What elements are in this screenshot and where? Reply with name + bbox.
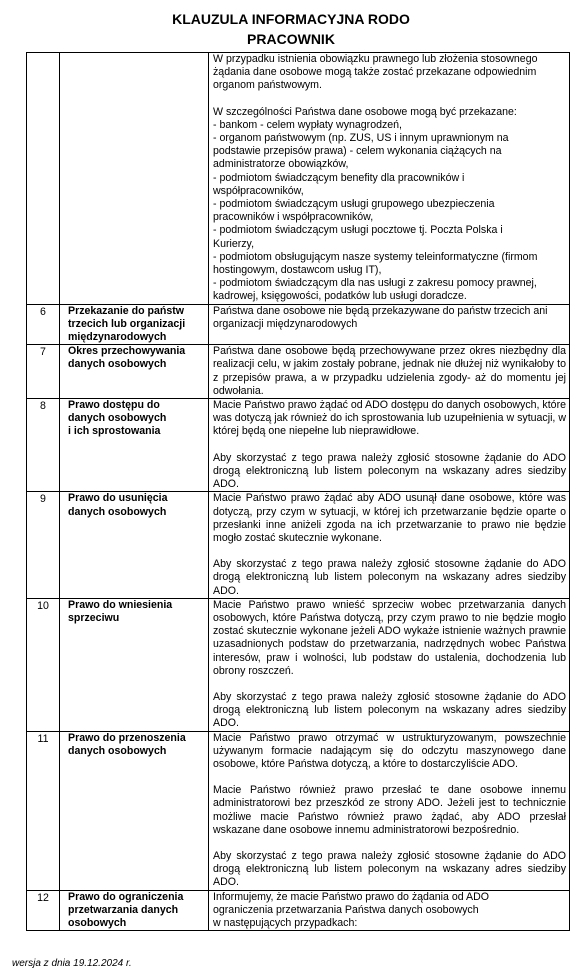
row-heading-text: Prawo do wniesienia sprzeciwu [68, 598, 173, 624]
row-paragraph: Macie Państwo prawo żądać aby ADO usunął dane osobowe, które was dotyczą, przy czym w sytuacji, w której ich przetwarzanie będzie oparte o przesłanki inne aniżeli zgoda na ich przetwarzanie to prawo nie będzie mogło zostać skutecznie wykonane. [213, 492, 566, 544]
row-number: 11 [27, 731, 60, 890]
table-row [27, 890, 570, 931]
row-paragraph: Macie Państwo prawo żądać od ADO dostępu do danych osobowych, które was dotyczą jak również do ich sprostowania lub uzupełnienia w sytuacji, w której będą one niepełne lub nieprawidłowe. [213, 399, 566, 438]
table-row [27, 304, 570, 345]
row-paragraph: Państwa dane osobowe będą przechowywane przez okres niezbędny dla realizacji celu, w jakim zostały pobrane, jednak nie dłużej niż wynikałoby to z przepisów prawa, a w przypadku udzielenia zgody- aż do momentu jej odwołania. [213, 345, 566, 397]
row-paragraph: Macie Państwo prawo otrzymać w ustrukturyzowanym, powszechnie używanym formacie nadającym się do odczytu maszynowego dane osobowe, które Państwa dotyczą, a które to dostarczyliście ADO. [213, 731, 566, 770]
row-number: 6 [27, 304, 60, 345]
paragraph-gap [213, 771, 566, 784]
row-paragraph: Macie Państwo również prawo przesłać te dane osobowe innemu administratorowi bez przeszkód ze strony ADO. Jeżeli jest to technicznie możliwe macie Państwo również prawo żądać, aby ADO przesłał wskazane dane osobowe innemu administratorowi bezpośrednio. [213, 784, 566, 836]
row-content [209, 304, 570, 345]
row-heading [60, 399, 209, 492]
row-heading [60, 492, 209, 598]
paragraph-gap [213, 93, 566, 106]
row-paragraph: Aby skorzystać z tego prawa należy zgłosić stosowne żądanie do ADO drogą elektroniczną lub listem poleconym na wskazany adres siedziby ADO. [213, 849, 566, 889]
row-number [27, 53, 60, 305]
row-heading [60, 345, 209, 399]
row-number: 10 [27, 598, 60, 731]
paragraph-gap [213, 439, 566, 452]
row-heading-text: Przekazanie do państw trzecich lub organizacji międzynarodowych [68, 304, 186, 344]
row-content [209, 492, 570, 598]
document-subtitle: PRACOWNIK [247, 31, 335, 47]
row-content [209, 731, 570, 890]
row-paragraph: Państwa dane osobowe nie będą przekazywane do państw trzecich ani organizacji międzynarodowych [213, 304, 548, 330]
row-content [209, 890, 570, 931]
row-paragraph: W szczególności Państwa dane osobowe mogą być przekazane: - bankom - celem wypłaty wynagrodzeń, - organom państwowym (np. ZUS, US i innym uprawnionym na podstawie przepisów prawa) - celem wykonania ciążących na administratorze obowiązków, - podmiotom świadczącym benefity dla pracowników i współpracowników, - podmiotom świadczącym usługi grupowego ubezpieczenia pracowników i współpracowników, - podmiotom świadczącym usługi pocztowe tj. Poczta Polska i Kurierzy, - podmiotom obsługującym nasze systemy teleinformatyczne (firmom hostingowym, dostawcom usług IT), - podmiotom świadczącym dla nas usługi z zakresu pomocy prawnej, kadrowej, księgowości, podatków lub usługi doradcze. [213, 105, 538, 303]
row-number: 12 [27, 890, 60, 931]
table-row [27, 399, 570, 492]
rodo-table [26, 52, 570, 931]
row-paragraph: Macie Państwo prawo wnieść sprzeciw wobec przetwarzania danych osobowych, które Państwa dotyczą, przy czym prawo to nie będzie mogło zostać skutecznie wykonane jeżeli ADO wykaże istnienie ważnych prawnie uzasadnionych podstaw do przetwarzania, nadrzędnych wobec Państwa interesów, praw i wolności, lub podstaw do ustalenia, dochodzenia lub obrony roszczeń. [213, 598, 566, 677]
row-paragraph: Aby skorzystać z tego prawa należy zgłosić stosowne żądanie do ADO drogą elektroniczną lub listem poleconym na wskazany adres siedziby ADO. [213, 558, 566, 597]
row-content [209, 345, 570, 399]
row-heading-text: Prawo do usunięcia danych osobowych [68, 492, 168, 518]
paragraph-gap [213, 545, 566, 558]
document-title: KLAUZULA INFORMACYJNA RODO [172, 11, 410, 27]
paragraph-gap [213, 837, 566, 850]
row-number: 7 [27, 345, 60, 399]
row-number: 9 [27, 492, 60, 598]
row-heading-text: Okres przechowywania danych osobowych [68, 345, 186, 371]
row-heading-text: Prawo dostępu do danych osobowych i ich sprostowania [68, 399, 167, 438]
row-content [209, 53, 570, 305]
row-heading [60, 890, 209, 931]
paragraph-gap [213, 678, 566, 691]
row-heading [60, 304, 209, 345]
row-content [209, 598, 570, 731]
row-paragraph: W przypadku istnienia obowiązku prawnego lub złożenia stosownego żądania dane osobowe mogą także zostać przekazane odpowiednim organom państwowym. [213, 53, 538, 92]
row-heading [60, 598, 209, 731]
row-heading-text: Prawo do ograniczenia przetwarzania danych osobowych [68, 890, 184, 929]
version-footer: wersja z dnia 19.12.2024 r. [12, 958, 132, 969]
row-number: 8 [27, 399, 60, 492]
row-paragraph: Aby skorzystać z tego prawa należy zgłosić stosowne żądanie do ADO drogą elektroniczną lub listem poleconym na wskazany adres siedziby ADO. [213, 690, 566, 730]
table-row [27, 731, 570, 890]
table-row [27, 345, 570, 399]
row-paragraph: Informujemy, że macie Państwo prawo do żądania od ADO ograniczenia przetwarzania Państwa danych osobowych w następujących przypadkach: [213, 890, 489, 929]
table-row [27, 492, 570, 598]
row-heading-text: Prawo do przenoszenia danych osobowych [68, 731, 186, 757]
row-heading [60, 53, 209, 305]
row-paragraph: Aby skorzystać z tego prawa należy zgłosić stosowne żądanie do ADO drogą elektroniczną lub listem poleconym na wskazany adres siedziby ADO. [213, 451, 566, 491]
table-row [27, 53, 570, 305]
row-heading [60, 731, 209, 890]
row-content [209, 399, 570, 492]
table-row [27, 598, 570, 731]
